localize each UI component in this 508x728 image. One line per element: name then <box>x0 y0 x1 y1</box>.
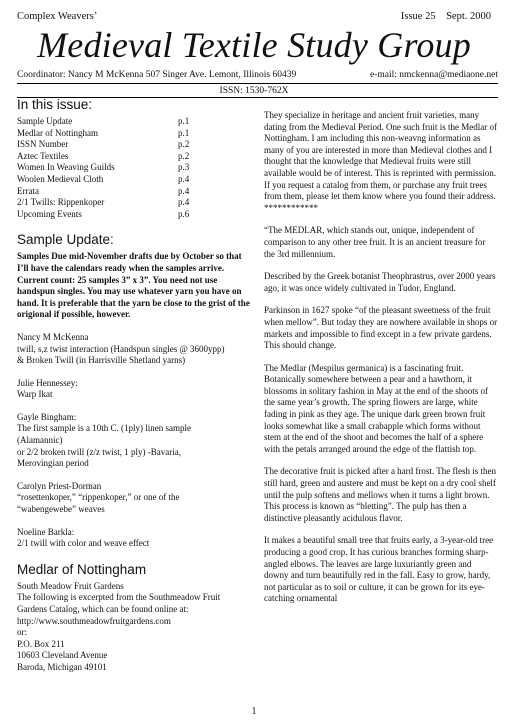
source-line: South Meadow Fruit Gardens <box>17 580 124 591</box>
toc-page: p.4 <box>178 173 190 184</box>
table-of-contents <box>17 116 250 220</box>
source-line: or: <box>17 627 27 638</box>
toc-title: 2/1 Twills: Rippenkoper <box>17 197 105 208</box>
article-paragraph: The decorative fruit is picked after a hard frost. The flesh is then still hard, green and austere and must be kept on a dry cool shelf until the pulp softens and mellows when it turns a light brown. This process is known as “bletting”. The pulp has then a distinctive pleasantly acidulous flavor. <box>264 466 496 523</box>
toc-row <box>17 151 250 163</box>
sample-entries <box>17 321 250 550</box>
toc-title: Aztec Textiles <box>17 150 69 161</box>
medlar-intro: They specialize in heritage and ancient fruit varieties, many dating from the Medieval Period. One such fruit is the Medlar of Nottingham. I am including this non-weavng information as many of you are interested in more than Medieval clothes and I thought that the knowledge that Medieval fruits were still available would be of interest. This is reprinted with permission. If you request a catalog from them, or purchase any fruit trees from them, please let them know where you found their address. <box>264 110 497 202</box>
source-line: Gardens Catalog, which can be found online at: <box>17 604 189 614</box>
toc-title: Sample Update <box>17 116 73 126</box>
header-rule-top <box>17 83 498 84</box>
toc-title: Upcoming Events <box>17 208 82 219</box>
toc-row <box>17 128 250 140</box>
sample-entry <box>17 412 250 470</box>
sample-update-notice: Samples Due mid-November drafts due by October so that I’ll have the calendars ready when the samples arrive. Current count: 25 samples 3” x 3”. You need not use handspun singles. You may use whatever yarn you have on hand. It is preferable that the yarn be close to the grist of the origional if possible, however. <box>17 251 250 320</box>
coordinator-address: Coordinator: Nancy M McKenna 507 Singer Ave. Lemont, Illinois 60439 <box>17 70 297 80</box>
issn-number: ISSN: 1530-762X <box>219 86 289 96</box>
sample-description: “rosettenkoper,” “rippenkoper,” or one of the <box>17 492 180 503</box>
toc-page: p.4 <box>178 185 190 196</box>
toc-page: p.6 <box>178 208 190 219</box>
article-paragraph: “The MEDLAR, which stands out, unique, independent of comparison to any other tree fruit. It is an ancient treasure for the 3rd millennium. <box>264 225 486 259</box>
sample-description: (Alamannic) <box>17 435 63 446</box>
newsletter-title: Medieval Textile Study Group <box>37 25 471 65</box>
toc-page: p.2 <box>178 139 190 150</box>
source-line: 10603 Cleveland Avenue <box>17 650 108 661</box>
sample-contributor: Gayle Bingham: <box>17 411 77 422</box>
toc-heading: In this issue: <box>17 97 93 112</box>
toc-title: Woolen Medieval Cloth <box>17 173 104 184</box>
article-paragraph: The Medlar (Mespilus germanica) is a fascinating fruit. Botanically somewhere between a pear and a hawthorn, it blossoms in solitary fashion in May at the end of the shoots of the same year’s growth. The spring flowers are large, white fading in pink as they age. The unique dark green brown fruit looks somewhat like a small crabapple which forms without stem at the end of the shoot and becomes the half of a sphere with the petals arranged around the edge of the flattish top. <box>264 362 488 454</box>
sample-update-section <box>17 232 250 549</box>
source-line: Baroda, Michigan 49101 <box>17 661 107 672</box>
toc-page: p.1 <box>178 116 190 126</box>
issue-date: Issue 25 Sept. 2000 <box>400 11 491 22</box>
coordinator-line <box>17 70 498 80</box>
sample-entry <box>17 378 250 401</box>
sample-description: The first sample is a 10th C. (1ply) linen sample <box>17 423 191 434</box>
sample-description: & Broken Twill (in Harrisville Shetland yarns) <box>17 355 186 366</box>
toc-row <box>17 139 250 151</box>
toc-row <box>17 162 250 174</box>
separator: ************ <box>264 202 318 213</box>
sample-contributor: Carolyn Priest-Dorman <box>17 480 102 491</box>
sample-description: Merovingian period <box>17 458 89 469</box>
catalog-link[interactable]: http://www.southmeadowfruitgardens.com <box>17 615 171 626</box>
sample-description: Warp Ikat <box>17 389 53 400</box>
toc-row <box>17 116 250 128</box>
medlar-source-lines <box>17 581 250 674</box>
toc-page: p.4 <box>178 197 190 208</box>
page-number: 1 <box>251 706 257 717</box>
toc-row <box>17 186 250 198</box>
toc-title: ISSN Number <box>17 139 69 150</box>
sample-update-heading: Sample Update: <box>17 232 114 248</box>
medlar-heading: Medlar of Nottingham <box>17 561 147 577</box>
sample-entry <box>17 481 250 516</box>
source-line: P.O. Box 211 <box>17 638 65 649</box>
sample-entry <box>17 332 250 367</box>
sample-contributor: Noeline Barkla: <box>17 526 75 537</box>
article-paragraph: Parkinson in 1627 spoke “of the pleasant sweetness of the fruit when mellow”. But today they are nowhere available in shops or markets and impossible to find except in a few private gardens. This should change. <box>264 305 498 351</box>
article-paragraph: Described by the Greek botanist Theophrastrus, over 2000 years ago, it was once widely cultivated in Tudor, England. <box>264 271 496 293</box>
toc-row <box>17 209 250 221</box>
toc-page: p.2 <box>178 150 190 161</box>
sample-entry <box>17 527 250 550</box>
publisher-label: Complex Weavers’ <box>17 11 98 22</box>
sample-description: 2/1 twill with color and weave effect <box>17 538 150 549</box>
toc-page: p.3 <box>178 162 190 173</box>
toc-row <box>17 197 250 209</box>
article-paragraph: It makes a beautiful small tree that fruits early, a 3-year-old tree producing a good crop. It has curious branches forming sharp-angled elbows. The leaves are large luxuriantly green and downy and turn beautifully red in the fall. Easy to grow, hardy, not particular as to soil or culture, it can be grown for its eye-catching ornamental <box>264 535 494 604</box>
sample-description: or 2/2 broken twill (z/z twist, 1 ply) -Bavaria, <box>17 446 181 457</box>
medlar-article-body <box>264 225 498 605</box>
source-line: The following is excerpted from the Southmeadow Fruit <box>17 592 221 603</box>
sample-description: “wabengewebe” weaves <box>17 504 105 515</box>
sample-contributor: Nancy M McKenna <box>17 331 89 342</box>
toc-row <box>17 174 250 186</box>
medlar-section <box>17 562 250 674</box>
toc-page: p.1 <box>178 127 190 138</box>
right-column <box>264 110 498 616</box>
sample-description: twill, s,z twist interaction (Handspun singles @ 3600ypp) <box>17 343 225 354</box>
left-column <box>17 97 250 674</box>
toc-title: Medlar of Nottingham <box>17 127 98 138</box>
toc-title: Women In Weaving Guilds <box>17 162 115 173</box>
coordinator-email[interactable]: e-mail: nmckenna@mediaone.net <box>370 70 498 80</box>
sample-contributor: Julie Hennessey: <box>17 377 78 388</box>
toc-title: Errata <box>17 185 39 196</box>
